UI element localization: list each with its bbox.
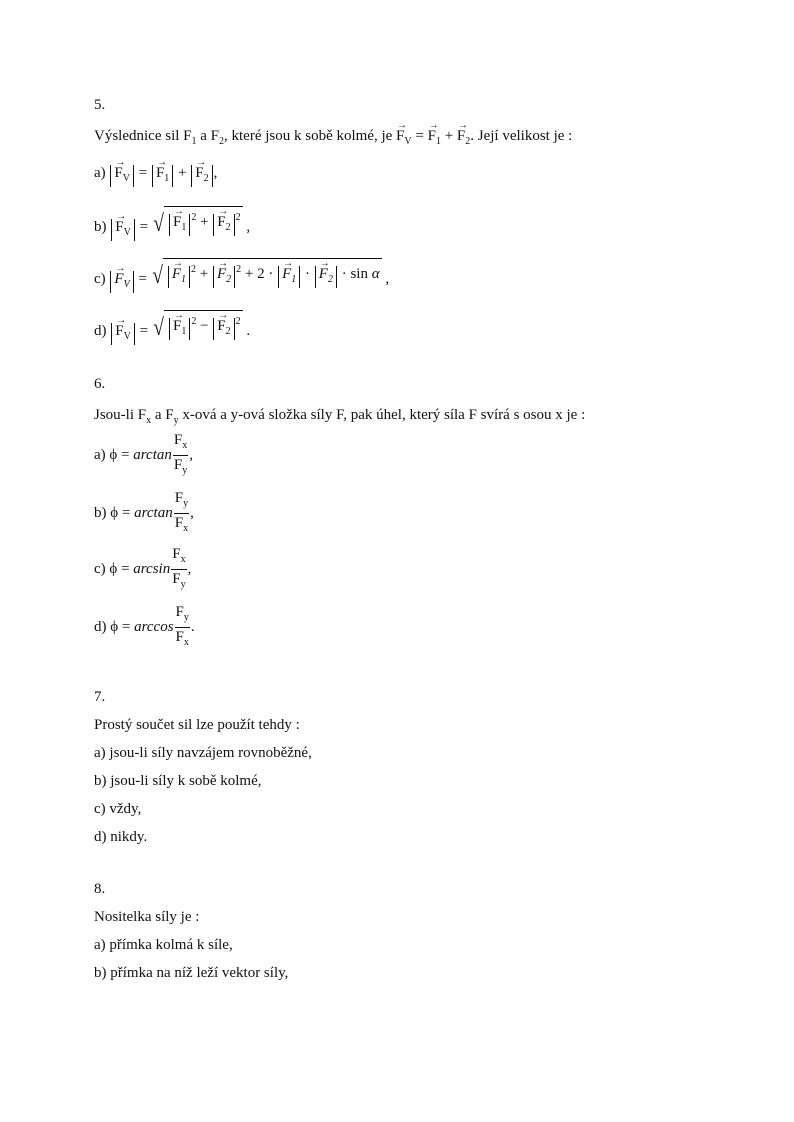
q5-option-c: $c) \to F_V$ = √ → $F_1^2$ + → $F_2^2 + 2$ · → $F_1$ · → $F_2 \cdot \sin \alpha$ ,: [94, 258, 389, 293]
q7-option-a: a) jsou-li síly navzájem rovnoběžné,: [94, 745, 312, 761]
q6-number: 6.: [94, 376, 106, 392]
q7-option-b: b) jsou-li síly k sobě kolmé,: [94, 773, 262, 789]
q6-option-d: d) ϕ = arccos $\frac{F_y}{F_x}$ .: [94, 604, 195, 648]
q7-option-d: d) nikdy.: [94, 829, 148, 845]
q7-number: 7.: [94, 689, 106, 705]
q6-option-a: a) ϕ = arctan $\frac{F_x}{F_y}$ ,: [94, 432, 193, 476]
q8-option-a: a) přímka kolmá k síle,: [94, 937, 233, 953]
q5-option-d: $d) \to F_V$ = √ → $F_1^2$ − → $F_2^2$ .: [94, 310, 250, 345]
q5-stem: Výslednice sil $F_1$ a $F_2$, které jsou k sobě kolmé, je → $F_V$ = → $F_1$ + → $F_2$. Její velikost je :: [94, 127, 572, 151]
q8-option-b: b) přímka na níž leží vektor síly,: [94, 965, 289, 981]
q6-stem: Jsou-li $F_x$ a $F_y$ x-ová a y-ová složka síly F, pak úhel, který síla F svírá s osou x je :: [94, 407, 586, 426]
q5-option-b: $b) \to F_V$ = √ → $F_1^2$ + → $F_2^2$ ,: [94, 206, 250, 241]
q5-option-a: $a) \to F_V$ = → $F_1$ + → $F_2$ ,: [94, 164, 217, 187]
q5-number: 5.: [94, 97, 106, 113]
q6-option-c: c) ϕ = arcsin $\frac{F_x}{F_y}$ ,: [94, 546, 192, 590]
q7-stem: Prostý součet sil lze použít tehdy :: [94, 717, 300, 733]
q7-option-c: c) vždy,: [94, 801, 142, 817]
q8-stem: Nositelka síly je :: [94, 909, 200, 925]
q6-option-b: b) ϕ = arctan $\frac{F_y}{F_x}$ ,: [94, 490, 194, 534]
q8-number: 8.: [94, 881, 106, 897]
